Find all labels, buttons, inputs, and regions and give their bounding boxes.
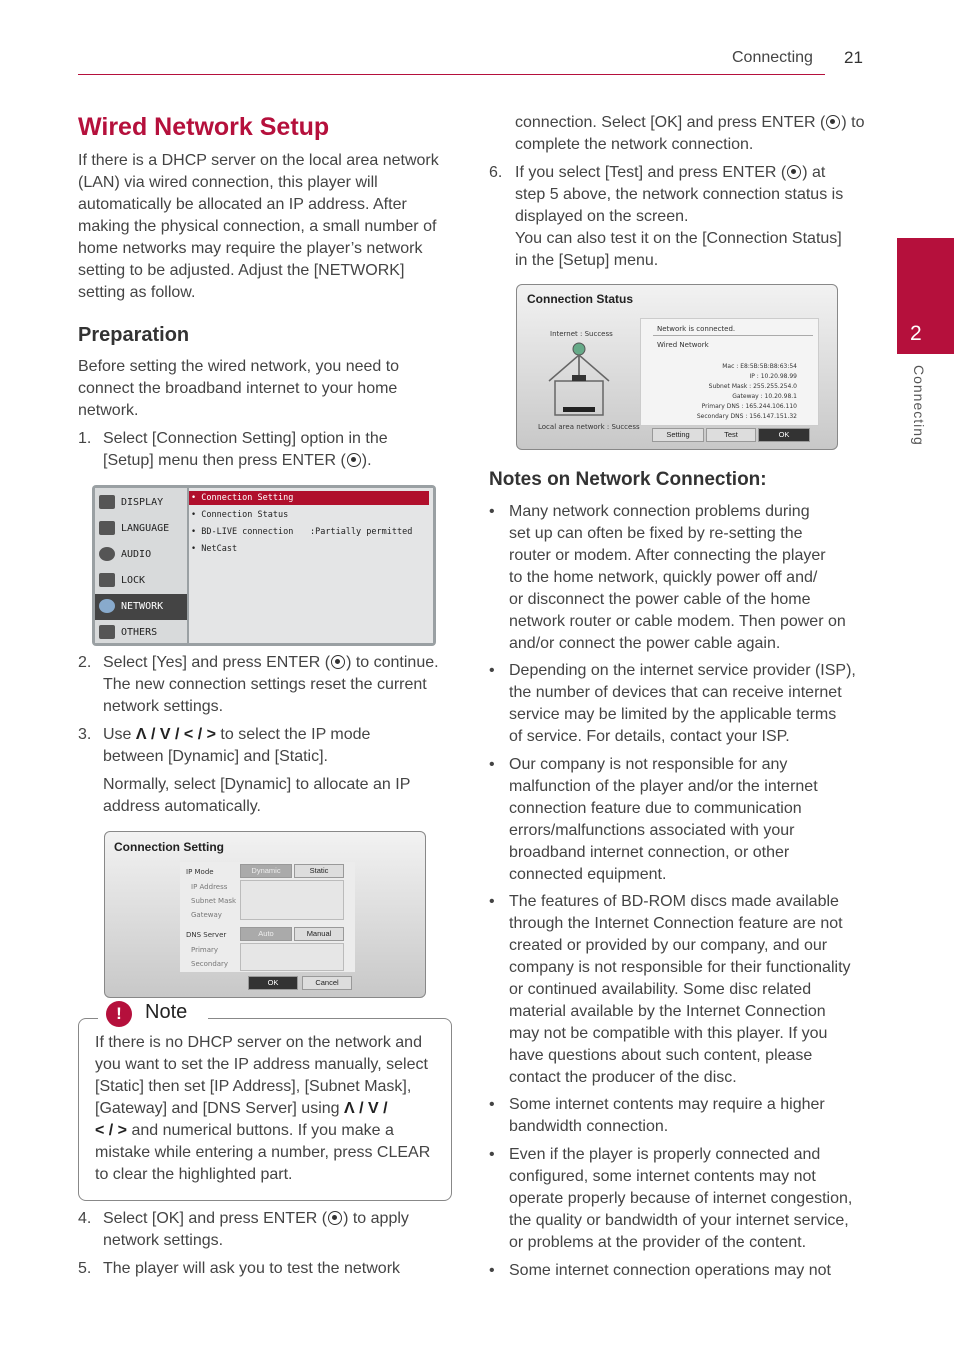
wired-network-label: Wired Network [657,341,709,349]
network-icon [99,599,115,613]
step-2-text: Select [Yes] and press ENTER ( ) to continue. The new connection settings reset the current network settings. [103,654,439,715]
step-5-text: The player will ask you to test the network [103,1260,401,1277]
lock-icon [99,573,115,587]
bullet-marker: • [489,1096,495,1113]
note-bullet-2: Depending on the internet service provider (ISP), the number of devices that can receive internet service may be limited by the applicable terms of service. For details, contact your ISP. [509,662,856,745]
step-3-number: 3. [78,726,92,743]
step-5-number: 5. [78,1260,92,1277]
dns-server-label: DNS Server [186,931,227,939]
note-bullet-4: The features of BD-ROM discs made available through the Internet Connection feature are not created or provided by our company, and our company is not responsible for their functionality or continued availability. Some disc related material available by the Internet Connection may not be compatible with this player. If you have questions about such content, please contact the producer of the disc. [509,893,851,1086]
bullet-marker: • [489,893,495,910]
ok-button: OK [758,428,810,442]
step-2-number: 2. [78,654,92,671]
internet-status: Internet : Success [550,330,613,338]
header-rule [78,74,825,75]
setting-button: Setting [652,428,704,442]
language-icon [99,521,115,535]
test-button: Test [706,428,756,442]
preparation-text: Before setting the wired network, you need to connect the broadband internet to your home network. [78,358,400,419]
dynamic-option: Dynamic [240,864,292,878]
step-4-number: 4. [78,1210,92,1227]
chapter-number: 2 [910,322,922,345]
house-network-diagram [545,337,625,419]
bullet-marker: • [489,662,495,679]
ip-fields-grid [240,880,344,920]
gateway-label: Gateway [191,911,222,919]
menu-item-network: NETWORK [95,594,187,620]
bullet-marker: • [489,503,495,520]
option-connection-setting: • Connection Setting [189,491,429,505]
cancel-button: Cancel [302,976,352,990]
menu-item-others: OTHERS [95,620,187,646]
option-netcast: • NetCast [191,544,238,554]
enter-icon [347,453,361,467]
note-bullet-6: Even if the player is properly connected and configured, some internet contents may not operate properly because of internet congestion, the quality or bandwidth of your internet service, or problems at the provider of the content. [509,1146,853,1251]
network-details: Mac : E8:5B:5B:B8:63:54 IP : 10.20.98.99 Subnet Mask : 255.255.254.0 Gateway : 10.20.98.1 Primary DNS : 165.244.106.110 Secondary DNS : 156.147.151.32 [696,363,797,420]
connection-status-title: Connection Status [527,292,634,306]
auto-option: Auto [240,927,292,941]
page-title: Wired Network Setup [78,113,330,141]
connected-message: Network is connected. [657,325,736,333]
notes-heading: Notes on Network Connection: [489,469,767,490]
chapter-label: Connecting [911,365,927,446]
others-icon [99,625,115,639]
ip-mode-label: IP Mode [186,868,214,876]
note-bullet-1: Many network connection problems during set up can often be fixed by re-setting the router or modem. After connecting the player to the home network, quickly power off and/ or disconnect the power cable of the home network router or cable modem. Then power on and/or connect the power cable again. [509,503,846,652]
setup-menu-screenshot [92,485,436,646]
ip-address-label: IP Address [191,883,228,891]
bullet-marker: • [489,1146,495,1163]
menu-item-lock: LOCK [95,568,187,594]
secondary-dns-label: Secondary [191,960,229,968]
status-divider [653,335,813,336]
intro-paragraph: If there is a DHCP server on the local area network (LAN) via wired connection, this player will automatically be allocated an IP address. After making the physical connection, a small number of home networks may require the player’s network setting to be adjusted. Adjust the [NETWORK] setting as follow. [78,152,439,301]
note-title: Note [145,1001,188,1023]
enter-icon [826,115,840,129]
option-connection-status: • Connection Status [191,510,289,520]
menu-item-display: DISPLAY [95,490,187,516]
direction-arrows-icon: Λ / V / < / > [135,726,216,743]
step-3-text: Use Λ / V / < / > to select the IP mode between [Dynamic] and [Static]. Normally, select [Dynamic] to allocate an IP address automatically. [103,726,411,815]
preparation-heading: Preparation [78,324,190,346]
direction-arrows-icon: Λ / V / [344,1100,388,1117]
chapter-tab [897,238,954,354]
step-4-text: Select [OK] and press ENTER ( ) to apply network settings. [103,1210,409,1249]
page-number: 21 [844,48,863,67]
bullet-marker: • [489,1262,495,1279]
connection-setting-screenshot [104,831,426,998]
connection-status-screenshot [516,284,838,450]
bullet-marker: • [489,756,495,773]
option-bdlive: • BD-LIVE connection [191,527,294,537]
audio-icon [99,547,115,561]
subnet-mask-label: Subnet Mask [191,897,237,905]
direction-arrows-icon: < / > [95,1122,128,1139]
static-option: Static [294,864,344,878]
step-5-continued: connection. Select [OK] and press ENTER ( ) to complete the network connection. [515,114,865,153]
step-1-number: 1. [78,430,92,447]
step-6-text: If you select [Test] and press ENTER ( ) at step 5 above, the network connection status is displayed on the screen. You can also test it on the [Connection Status] in the [Setup] menu. [515,164,844,269]
menu-item-language: LANGUAGE [95,516,187,542]
exclamation-icon: ! [106,1001,132,1027]
lan-status: Local area network : Success [538,423,640,431]
setup-menu-categories [95,488,187,643]
enter-icon [331,655,345,669]
note-text: If there is no DHCP server on the network and you want to set the IP address manually, select [Static] then set [IP Address], [Subnet Mask], [Gateway] and [DNS Server] using Λ / V / < / > and numerical buttons. If you make a mistake while entering a number, press CLEAR to clear the highlighted part. [95,1034,431,1183]
note-bullet-5: Some internet contents may require a higher bandwidth connection. [509,1096,825,1135]
display-icon [99,495,115,509]
note-bullet-3: Our company is not responsible for any malfunction of the player and/or the internet connection feature due to communication errors/malfunctions associated with your broadband internet connection, or other connected equipment. [509,756,818,883]
connection-setting-title: Connection Setting [114,840,224,854]
running-header-section: Connecting [732,49,813,66]
setup-menu-options [189,488,433,643]
manual-option: Manual [294,927,344,941]
step-6-number: 6. [489,164,503,181]
enter-icon [787,165,801,179]
note-bullet-7: Some internet connection operations may not [509,1262,831,1279]
step-1-text: Select [Connection Setting] option in the [Setup] menu then press ENTER ( ). [103,430,388,469]
option-bdlive-value: :Partially permitted [310,527,413,537]
menu-item-audio: AUDIO [95,542,187,568]
ok-button: OK [248,976,298,990]
dns-fields-grid [240,943,344,971]
primary-dns-label: Primary [191,946,219,954]
enter-icon [328,1211,342,1225]
